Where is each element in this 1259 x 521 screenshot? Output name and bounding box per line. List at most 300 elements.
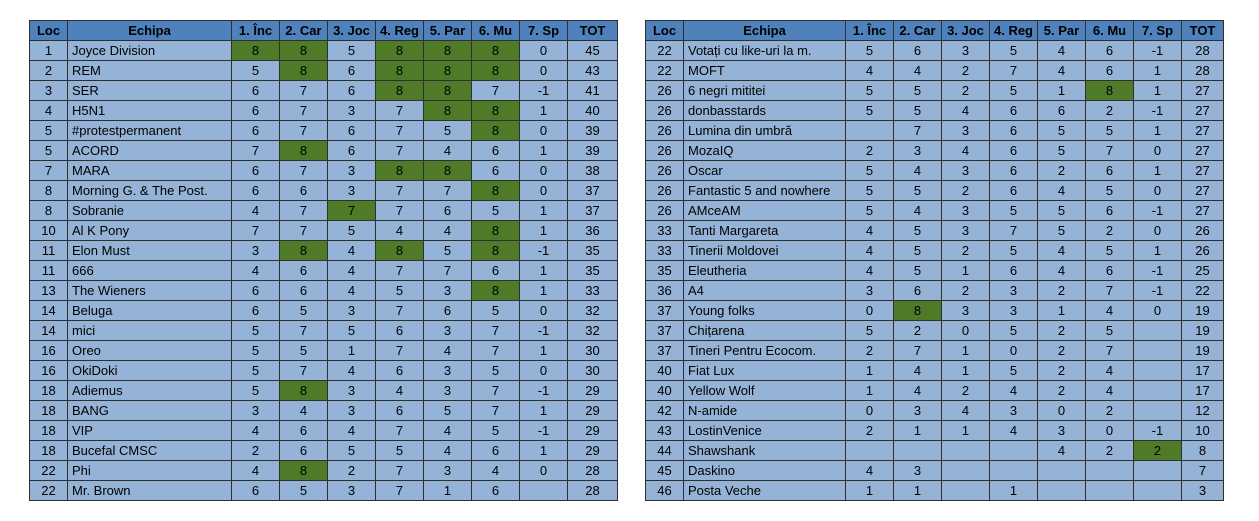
score-cell: 2 (942, 81, 990, 101)
score-cell: 4 (232, 261, 280, 281)
score-cell: 0 (942, 321, 990, 341)
score-cell: 3 (232, 241, 280, 261)
column-header-2-car: 2. Car (894, 21, 942, 41)
score-cell: 0 (1134, 181, 1182, 201)
column-header-6-mu: 6. Mu (472, 21, 520, 41)
score-cell (846, 121, 894, 141)
score-cell: 7 (894, 341, 942, 361)
table-body (30, 41, 618, 501)
total-cell: 39 (568, 121, 618, 141)
score-cell: 2 (942, 281, 990, 301)
score-cell: 5 (328, 221, 376, 241)
score-cell: 5 (376, 441, 424, 461)
column-header-5-par: 5. Par (424, 21, 472, 41)
score-cell: 2 (846, 341, 894, 361)
score-cell: 1 (846, 361, 894, 381)
score-cell: 8 (280, 461, 328, 481)
score-cell: 2 (1086, 221, 1134, 241)
team-name-cell: Posta Veche (684, 481, 846, 501)
score-cell: 0 (846, 301, 894, 321)
total-cell: 29 (568, 421, 618, 441)
score-cell: 1 (894, 481, 942, 501)
score-cell: 5 (846, 101, 894, 121)
score-cell: 5 (1038, 121, 1086, 141)
score-cell: 1 (1134, 161, 1182, 181)
score-cell: 4 (328, 241, 376, 261)
column-header-echipa: Echipa (68, 21, 232, 41)
score-cell: 5 (1038, 201, 1086, 221)
score-cell: 4 (942, 141, 990, 161)
score-cell: 6 (232, 481, 280, 501)
column-header-3-joc: 3. Joc (328, 21, 376, 41)
table-row (30, 101, 618, 121)
team-name-cell: ACORD (68, 141, 232, 161)
score-cell: 7 (376, 261, 424, 281)
rank-cell: 43 (646, 421, 684, 441)
score-cell: 3 (424, 281, 472, 301)
score-cell: 1 (424, 481, 472, 501)
score-cell: 0 (520, 301, 568, 321)
score-cell: -1 (1134, 261, 1182, 281)
total-cell: 27 (1182, 101, 1224, 121)
score-cell: 4 (894, 361, 942, 381)
score-cell (1134, 401, 1182, 421)
table-row (30, 161, 618, 181)
score-cell: 5 (472, 361, 520, 381)
table-row (646, 261, 1224, 281)
score-cell (1134, 381, 1182, 401)
team-name-cell: Sobranie (68, 201, 232, 221)
score-cell: 5 (1038, 221, 1086, 241)
score-cell: 7 (894, 121, 942, 141)
rank-cell: 44 (646, 441, 684, 461)
score-cell: 7 (472, 381, 520, 401)
score-cell: 2 (942, 381, 990, 401)
score-cell (1086, 481, 1134, 501)
score-cell: 4 (942, 101, 990, 121)
team-name-cell: Fantastic 5 and nowhere (684, 181, 846, 201)
score-cell (990, 461, 1038, 481)
score-cell: 1 (520, 221, 568, 241)
score-cell: 4 (424, 221, 472, 241)
score-cell: 5 (846, 81, 894, 101)
table-row (646, 61, 1224, 81)
score-cell: 2 (846, 141, 894, 161)
rank-cell: 26 (646, 101, 684, 121)
score-cell: 8 (376, 61, 424, 81)
score-cell: 4 (990, 381, 1038, 401)
score-cell: 7 (280, 81, 328, 101)
total-cell: 26 (1182, 221, 1224, 241)
score-cell: 1 (990, 481, 1038, 501)
rank-cell: 40 (646, 361, 684, 381)
score-cell: 6 (472, 441, 520, 461)
score-cell: 6 (280, 281, 328, 301)
team-name-cell: VIP (68, 421, 232, 441)
table-row (646, 381, 1224, 401)
team-name-cell: 6 negri mititei (684, 81, 846, 101)
score-cell: 5 (846, 201, 894, 221)
rank-cell: 26 (646, 121, 684, 141)
rank-cell: 11 (30, 241, 68, 261)
table-row (646, 221, 1224, 241)
score-cell: 3 (894, 461, 942, 481)
score-cell: 0 (846, 401, 894, 421)
score-cell: 5 (990, 81, 1038, 101)
score-cell: 4 (894, 161, 942, 181)
team-name-cell: A4 (684, 281, 846, 301)
score-cell: 5 (846, 321, 894, 341)
score-cell: 7 (376, 301, 424, 321)
score-cell: 8 (376, 161, 424, 181)
score-cell: 2 (1038, 321, 1086, 341)
score-cell: 8 (472, 61, 520, 81)
score-cell: -1 (1134, 281, 1182, 301)
team-name-cell: Tinerii Moldovei (684, 241, 846, 261)
score-cell: 4 (1086, 381, 1134, 401)
score-cell: 7 (1086, 281, 1134, 301)
header-row (30, 21, 618, 41)
score-cell: 5 (1086, 181, 1134, 201)
column-header-5-par: 5. Par (1038, 21, 1086, 41)
score-cell: 6 (472, 261, 520, 281)
column-header-3-joc: 3. Joc (942, 21, 990, 41)
team-name-cell: Chițarena (684, 321, 846, 341)
total-cell: 28 (568, 481, 618, 501)
total-cell: 41 (568, 81, 618, 101)
rank-cell: 26 (646, 161, 684, 181)
score-cell: 2 (1038, 161, 1086, 181)
table-row (646, 141, 1224, 161)
rank-cell: 22 (30, 481, 68, 501)
score-cell: 8 (424, 61, 472, 81)
score-cell: 0 (520, 461, 568, 481)
score-cell: 3 (990, 281, 1038, 301)
table-row (646, 121, 1224, 141)
score-cell: 7 (1086, 141, 1134, 161)
score-cell: 1 (520, 101, 568, 121)
total-cell: 32 (568, 321, 618, 341)
score-cell: 5 (232, 61, 280, 81)
table-header (30, 21, 618, 41)
table-row (646, 281, 1224, 301)
rank-cell: 37 (646, 301, 684, 321)
score-cell: 6 (232, 81, 280, 101)
score-cell: 4 (894, 201, 942, 221)
score-cell: 5 (280, 481, 328, 501)
rank-cell: 8 (30, 201, 68, 221)
rank-cell: 16 (30, 361, 68, 381)
rank-cell: 7 (30, 161, 68, 181)
rank-cell: 11 (30, 261, 68, 281)
score-cell (1134, 321, 1182, 341)
score-cell: 0 (1038, 401, 1086, 421)
rank-cell: 22 (646, 41, 684, 61)
score-cell: 1 (520, 141, 568, 161)
score-cell: 1 (520, 341, 568, 361)
score-cell: 7 (280, 321, 328, 341)
team-name-cell: N-amide (684, 401, 846, 421)
team-name-cell: AMceAM (684, 201, 846, 221)
total-cell: 17 (1182, 361, 1224, 381)
total-cell: 28 (1182, 61, 1224, 81)
column-header-loc: Loc (646, 21, 684, 41)
total-cell: 27 (1182, 81, 1224, 101)
score-cell: 4 (328, 361, 376, 381)
rank-cell: 14 (30, 321, 68, 341)
total-cell: 43 (568, 61, 618, 81)
team-name-cell: Shawshank (684, 441, 846, 461)
score-cell: 5 (328, 321, 376, 341)
total-cell: 30 (568, 341, 618, 361)
score-cell: 3 (990, 301, 1038, 321)
score-cell: 2 (846, 421, 894, 441)
score-cell: 1 (1134, 121, 1182, 141)
table-row (646, 241, 1224, 261)
team-name-cell: #protestpermanent (68, 121, 232, 141)
score-cell: 4 (1038, 441, 1086, 461)
total-cell: 28 (568, 461, 618, 481)
table-row (646, 441, 1224, 461)
rank-cell: 18 (30, 381, 68, 401)
score-cell: 7 (328, 201, 376, 221)
score-cell: 5 (232, 381, 280, 401)
score-cell: 6 (1086, 41, 1134, 61)
score-cell: 2 (1134, 441, 1182, 461)
score-cell: 5 (1086, 241, 1134, 261)
score-cell: 8 (376, 81, 424, 101)
score-cell: 6 (990, 161, 1038, 181)
score-cell: 3 (942, 201, 990, 221)
score-cell: 4 (376, 381, 424, 401)
score-cell: 4 (328, 261, 376, 281)
score-cell: 5 (424, 121, 472, 141)
team-name-cell: LostinVenice (684, 421, 846, 441)
score-cell: 8 (280, 61, 328, 81)
score-cell: 7 (376, 201, 424, 221)
score-cell: 1 (328, 341, 376, 361)
team-name-cell: Daskino (684, 461, 846, 481)
table-row (646, 421, 1224, 441)
column-header-1-inc: 1. Înc (232, 21, 280, 41)
score-cell: 6 (472, 481, 520, 501)
column-header-7-sp: 7. Sp (520, 21, 568, 41)
rank-cell: 37 (646, 341, 684, 361)
score-cell: 2 (1086, 101, 1134, 121)
score-cell: 3 (232, 401, 280, 421)
score-cell: 2 (232, 441, 280, 461)
team-name-cell: REM (68, 61, 232, 81)
rank-cell: 40 (646, 381, 684, 401)
table-row (646, 181, 1224, 201)
score-cell: 4 (280, 401, 328, 421)
table-row (646, 101, 1224, 121)
column-header-tot: TOT (1182, 21, 1224, 41)
score-cell: 3 (942, 221, 990, 241)
score-cell: 6 (280, 421, 328, 441)
score-cell: 3 (328, 161, 376, 181)
total-cell: 37 (568, 201, 618, 221)
score-cell: -1 (520, 81, 568, 101)
score-cell: 8 (376, 241, 424, 261)
score-cell: 5 (846, 181, 894, 201)
score-cell: 1 (942, 361, 990, 381)
team-name-cell: Yellow Wolf (684, 381, 846, 401)
team-name-cell: mici (68, 321, 232, 341)
team-name-cell: MARA (68, 161, 232, 181)
score-cell: 6 (376, 361, 424, 381)
score-cell: 6 (376, 321, 424, 341)
table-row (30, 361, 618, 381)
column-header-tot: TOT (568, 21, 618, 41)
table-row (646, 201, 1224, 221)
score-cell: 8 (424, 101, 472, 121)
score-cell: 3 (328, 101, 376, 121)
score-cell: 6 (280, 261, 328, 281)
score-cell: 7 (472, 321, 520, 341)
table-row (30, 461, 618, 481)
score-cell: 8 (472, 281, 520, 301)
score-cell: 8 (232, 41, 280, 61)
score-cell: 4 (942, 401, 990, 421)
team-name-cell: Fiat Lux (684, 361, 846, 381)
score-cell (1086, 461, 1134, 481)
score-cell: 5 (376, 281, 424, 301)
score-cell: 0 (520, 121, 568, 141)
total-cell: 40 (568, 101, 618, 121)
score-cell: 5 (232, 321, 280, 341)
rank-cell: 10 (30, 221, 68, 241)
column-header-6-mu: 6. Mu (1086, 21, 1134, 41)
score-cell (846, 441, 894, 461)
score-cell: 2 (328, 461, 376, 481)
table-row (30, 381, 618, 401)
total-cell: 29 (568, 381, 618, 401)
score-cell: 6 (894, 281, 942, 301)
score-cell: 5 (894, 221, 942, 241)
rank-cell: 22 (646, 61, 684, 81)
table-row (30, 61, 618, 81)
rank-cell: 45 (646, 461, 684, 481)
score-cell: 4 (424, 341, 472, 361)
score-cell: 6 (232, 161, 280, 181)
rank-cell: 5 (30, 121, 68, 141)
score-cell: 7 (1086, 341, 1134, 361)
score-cell: 2 (894, 321, 942, 341)
team-name-cell: Adiemus (68, 381, 232, 401)
score-cell: 5 (846, 41, 894, 61)
score-cell: 1 (1038, 81, 1086, 101)
score-cell: 7 (990, 221, 1038, 241)
score-cell: 1 (520, 201, 568, 221)
score-cell: 7 (280, 361, 328, 381)
team-name-cell: Oreo (68, 341, 232, 361)
score-cell: 0 (1086, 421, 1134, 441)
total-cell: 27 (1182, 161, 1224, 181)
score-cell: 8 (280, 381, 328, 401)
score-cell: 5 (990, 321, 1038, 341)
total-cell: 27 (1182, 201, 1224, 221)
rank-cell: 2 (30, 61, 68, 81)
table-row (646, 41, 1224, 61)
table-row (30, 141, 618, 161)
score-cell: 4 (1038, 61, 1086, 81)
score-cell: 7 (990, 61, 1038, 81)
score-cell: 5 (894, 81, 942, 101)
team-name-cell: Al K Pony (68, 221, 232, 241)
table-row (646, 461, 1224, 481)
score-cell: 5 (472, 301, 520, 321)
score-cell: 2 (1038, 281, 1086, 301)
score-cell: 1 (1134, 81, 1182, 101)
column-header-4-reg: 4. Reg (376, 21, 424, 41)
table-row (30, 241, 618, 261)
score-cell: 6 (894, 41, 942, 61)
standings-table-left (29, 20, 618, 501)
score-cell: 8 (472, 241, 520, 261)
score-cell (990, 441, 1038, 461)
score-cell: 7 (472, 81, 520, 101)
rank-cell: 18 (30, 401, 68, 421)
score-cell: 3 (846, 281, 894, 301)
score-cell: 3 (424, 461, 472, 481)
score-cell: 5 (1086, 321, 1134, 341)
rank-cell: 26 (646, 81, 684, 101)
score-cell: 7 (376, 141, 424, 161)
team-name-cell: Mr. Brown (68, 481, 232, 501)
score-cell: 6 (232, 121, 280, 141)
score-cell: -1 (1134, 41, 1182, 61)
rank-cell: 5 (30, 141, 68, 161)
table-row (30, 181, 618, 201)
score-cell: 6 (472, 141, 520, 161)
score-cell: 7 (376, 461, 424, 481)
score-cell: 5 (424, 401, 472, 421)
score-cell: 1 (520, 401, 568, 421)
team-name-cell: Lumina din umbră (684, 121, 846, 141)
score-cell: 0 (1134, 301, 1182, 321)
score-cell: 6 (1086, 61, 1134, 81)
score-cell: 5 (990, 361, 1038, 381)
score-cell: 3 (424, 381, 472, 401)
score-cell: 6 (990, 261, 1038, 281)
total-cell: 12 (1182, 401, 1224, 421)
score-cell: 5 (232, 361, 280, 381)
rank-cell: 18 (30, 421, 68, 441)
score-cell: 2 (1038, 341, 1086, 361)
table-row (30, 281, 618, 301)
score-cell: 5 (894, 181, 942, 201)
team-name-cell: H5N1 (68, 101, 232, 121)
score-cell: 7 (280, 101, 328, 121)
rank-cell: 26 (646, 141, 684, 161)
score-cell: 0 (520, 181, 568, 201)
score-cell: 8 (472, 221, 520, 241)
score-cell: 3 (894, 141, 942, 161)
score-cell: 3 (328, 381, 376, 401)
team-name-cell: Oscar (684, 161, 846, 181)
score-cell: 6 (376, 401, 424, 421)
score-cell: 5 (472, 421, 520, 441)
total-cell: 10 (1182, 421, 1224, 441)
table-row (30, 81, 618, 101)
score-cell: 4 (424, 441, 472, 461)
total-cell: 45 (568, 41, 618, 61)
score-cell (942, 461, 990, 481)
score-cell: 6 (328, 61, 376, 81)
team-name-cell: Young folks (684, 301, 846, 321)
total-cell: 17 (1182, 381, 1224, 401)
